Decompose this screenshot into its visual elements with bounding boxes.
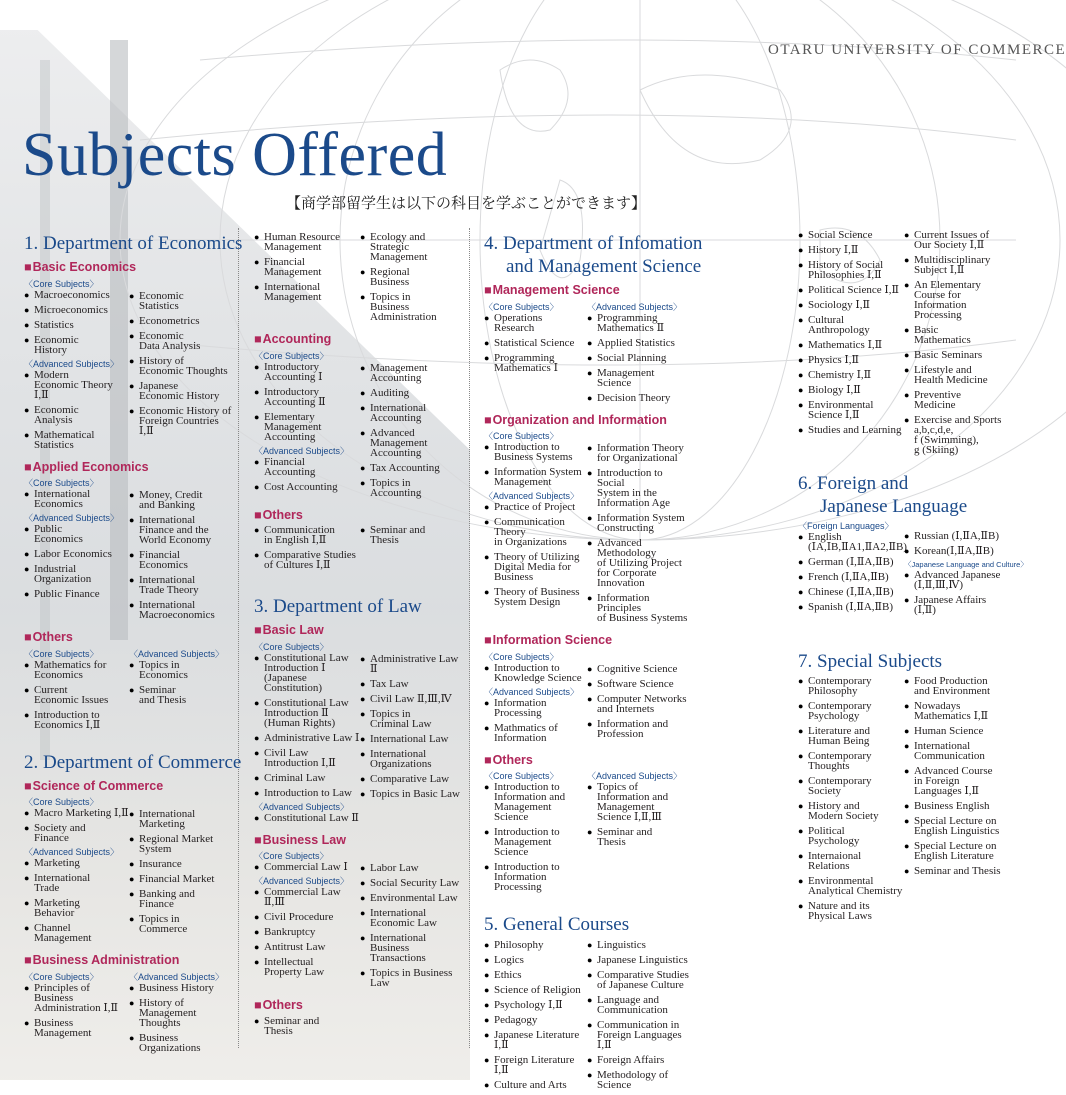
subject-item: ● Applied Statistics [587, 338, 690, 348]
subject-list [360, 525, 466, 545]
subject-item: ● Culture and Arts [484, 1080, 587, 1090]
subject-item: ● Seminar and Thesis [129, 685, 234, 705]
subject-item: ● Japanese Linguistics [587, 955, 690, 965]
subject-list [484, 502, 587, 607]
subject-item: ● Insurance [129, 859, 234, 869]
core-subjects-tag: 〈Core Subjects〉 [254, 851, 329, 861]
subject-list [360, 863, 466, 988]
subject-list [798, 676, 904, 921]
subject-item: ● Comparative Studies of Cultures Ⅰ,Ⅱ [254, 550, 360, 570]
subject-item: ● International Economics [24, 489, 129, 509]
subject-list [254, 887, 360, 977]
subject-item: ● International Economic Law [360, 908, 466, 928]
subject-list [254, 653, 360, 798]
subject-item: ● Business English [904, 801, 1010, 811]
subject-item: ● Theory of Utilizing Digital Media for Business [484, 552, 587, 582]
subject-item: ● Japanese Affairs (Ⅰ,Ⅱ) [904, 595, 1010, 615]
subject-item: ● Software Science [587, 679, 690, 689]
subject-item: ● Foreign Literature Ⅰ,Ⅱ [484, 1055, 587, 1075]
subject-item: ● International Marketing [129, 809, 234, 829]
subject-list [587, 443, 690, 623]
subject-item: ● Chinese (Ⅰ,ⅡA,ⅡB) [798, 587, 904, 597]
subject-item: ● Economic History of Foreign Countries Ⅰ,Ⅱ [129, 406, 234, 436]
subject-item: ● Topics in Criminal Law [360, 709, 466, 729]
subject-item: ● Decision Theory [587, 393, 690, 403]
subject-list [24, 983, 129, 1038]
subject-item: ● Financial Economics [129, 550, 234, 570]
subject-item: ● Constitutional Law Introduction Ⅱ (Human Rights) [254, 698, 360, 728]
subject-item: ● Information Principles of Business Systems [587, 593, 690, 623]
subject-item: ● Information System Constructing [587, 513, 690, 533]
foreign-languages-tag: 〈Foreign Languages〉 [798, 521, 894, 531]
subject-item: ● Business Organizations [129, 1033, 234, 1053]
subject-list [360, 232, 466, 322]
subject-item: ● Seminar and Thesis [904, 866, 1010, 876]
subject-item: ● Cultural Anthropology [798, 315, 904, 335]
subject-list [254, 232, 360, 302]
section-economics-others: ■ Others [24, 631, 234, 644]
section-management-science: ■ Management Science [484, 284, 690, 297]
subject-item: ● Logics [484, 955, 587, 965]
subject-item: ● Tax Accounting [360, 463, 466, 473]
subject-item: ● Science of Religion [484, 985, 587, 995]
subject-item: ● Contemporary Society [798, 776, 904, 796]
subject-list [484, 940, 587, 1090]
subject-item: ● International Management [254, 282, 360, 302]
core-subjects-tag: 〈Core Subjects〉 [484, 651, 559, 662]
subject-list [254, 362, 360, 442]
subject-item: ● Comparative Law [360, 774, 466, 784]
subject-item: ● Topics in Commerce [129, 914, 234, 934]
section-business-law: ■ Business Law [254, 834, 466, 847]
subject-list [129, 660, 234, 705]
subject-item: ● Business History [129, 983, 234, 993]
subject-item: ● Nature and its Physical Laws [798, 901, 904, 921]
subject-item: ● Modern Economic Theory Ⅰ,Ⅱ [24, 370, 129, 400]
subject-list [587, 313, 690, 403]
subject-item: ● Operations Research [484, 313, 587, 333]
subject-item: ● Foreign Affairs [587, 1055, 690, 1065]
subject-item: ● Philosophy [484, 940, 587, 950]
subject-item: ● Computer Networks and Internets [587, 694, 690, 714]
section-science-of-commerce: ■ Science of Commerce [24, 780, 234, 793]
dept-commerce-title: 2. Department of Commerce [24, 751, 242, 773]
subject-item: ● Japanese Literature Ⅰ,Ⅱ [484, 1030, 587, 1050]
subject-item: ● Administrative Law Ⅰ [254, 733, 360, 743]
subject-item: ● Principles of Business Administration Ⅰ,Ⅱ [24, 983, 129, 1013]
section-law-others: ■ Others [254, 999, 466, 1012]
subject-item: ● Communication Theory in Organizations [484, 517, 587, 547]
subject-item: ● Spanish (Ⅰ,ⅡA,ⅡB) [798, 602, 904, 612]
column-1 [24, 232, 243, 1058]
subject-item: ● History of Social Philosophies Ⅰ,Ⅱ [798, 260, 904, 280]
subject-item: ● Exercise and Sports a,b,c,d,e, f (Swimming), g (Skiing) [904, 415, 1010, 455]
subject-item: ● French (Ⅰ,ⅡA,ⅡB) [798, 572, 904, 582]
subject-item: ● Topics in Business Law [360, 968, 466, 988]
core-subjects-tag: 〈Core Subjects〉 [484, 431, 559, 441]
column-3 [484, 232, 703, 1095]
subject-item: ● Commercial Law Ⅱ,Ⅲ [254, 887, 360, 907]
subject-item: ● Environmental Analytical Chemistry [798, 876, 904, 896]
subject-list [129, 809, 234, 934]
subject-item: ● Literature and Human Being [798, 726, 904, 746]
subject-item: ● International Finance and the World Economy [129, 515, 234, 545]
subject-item: ● Basic Mathematics [904, 325, 1010, 345]
subject-item: ● Current Economic Issues [24, 685, 129, 705]
subject-item: ● Special Lecture on English Literature [904, 841, 1010, 861]
subject-item: ● Introduction to Economics Ⅰ,Ⅱ [24, 710, 129, 730]
subject-item: ● International Business Transactions [360, 933, 466, 963]
subject-list [484, 442, 587, 487]
subject-item: ● Civil Law Ⅱ,Ⅲ,Ⅳ [360, 694, 466, 704]
advanced-subjects-tag: 〈Advanced Subjects〉 [254, 801, 350, 812]
subject-item: ● Introduction to Management Science [484, 827, 587, 857]
subject-list [129, 983, 234, 1053]
page-title: Subjects Offered [22, 121, 448, 189]
subject-list [587, 940, 690, 1090]
subject-item: ● Labor Economics [24, 549, 129, 559]
advanced-subjects-tag: 〈Advanced Subjects〉 [254, 445, 350, 456]
subject-item: ● Marketing [24, 858, 129, 868]
core-subjects-tag: 〈Core Subjects〉 [484, 771, 559, 781]
subject-item: ● Regional Market System [129, 834, 234, 854]
subject-item: ● International Accounting [360, 403, 466, 423]
subject-list [587, 664, 690, 739]
subject-item: ● History of Management Thoughts [129, 998, 234, 1028]
subject-item: ● Social Science [798, 230, 904, 240]
subject-item: ● Advanced Management Accounting [360, 428, 466, 458]
subject-item: ● Theory of Business System Design [484, 587, 587, 607]
subject-item: ● Studies and Learning [798, 425, 904, 435]
subject-list [24, 290, 129, 355]
dept-information-title: 4. Department of Infomation and Management Science [484, 233, 703, 277]
subject-list [24, 524, 129, 599]
section-basic-law: ■ Basic Law [254, 624, 466, 637]
subject-item: ● Administrative Law Ⅱ [360, 654, 466, 674]
university-name: OTARU UNIVERSITY OF COMMERCE [768, 42, 1066, 58]
subject-list [254, 813, 360, 823]
advanced-subjects-tag: 〈Advanced Subjects〉 [129, 648, 225, 659]
subject-item: ● Programming Mathematics Ⅱ [587, 313, 690, 333]
subject-list [129, 490, 234, 620]
subject-item: ● Preventive Medicine [904, 390, 1010, 410]
subject-item: ● Russian (Ⅰ,ⅡA,ⅡB) [904, 531, 1010, 541]
column-divider [238, 228, 239, 1048]
subject-item: ● International Organizations [360, 749, 466, 769]
subject-item: ● Current Issues of Our Society Ⅰ,Ⅱ [904, 230, 1010, 250]
japanese-language-tag: 〈Japanese Language and Culture〉 [904, 560, 1028, 569]
subject-item: ● Information Processing [484, 698, 587, 718]
subject-item: ● Public Economics [24, 524, 129, 544]
subject-item: ● Cost Accounting [254, 482, 360, 492]
section-basic-economics: ■ Basic Economics [24, 261, 234, 274]
subject-item: ● Macroeconomics [24, 290, 129, 300]
dept-economics-title: 1. Department of Economics [24, 233, 243, 254]
subject-item: ● Seminar and Thesis [254, 1016, 466, 1036]
subject-item: ● Seminar and Thesis [360, 525, 466, 545]
subject-item: ● Statistical Science [484, 338, 587, 348]
subject-item: ● Constitutional Law Introduction Ⅰ (Japanese Constitution) [254, 653, 360, 693]
subject-list [904, 570, 1010, 615]
subject-item: ● Management Science [587, 368, 690, 388]
subject-item: ● Society and Finance [24, 823, 129, 843]
subject-item: ● Economic Analysis [24, 405, 129, 425]
subject-list [24, 370, 129, 450]
subject-item: ● Ecology and Strategic Management [360, 232, 466, 262]
advanced-subjects-tag: 〈Advanced Subjects〉 [587, 771, 683, 781]
subject-item: ● Topics in Business Administration [360, 292, 466, 322]
subject-item: ● Environmental Law [360, 893, 466, 903]
subject-item: ● Criminal Law [254, 773, 360, 783]
subject-list [904, 531, 1010, 556]
subject-item: ● Introductory Accounting Ⅱ [254, 387, 360, 407]
subject-item: ● International Law [360, 734, 466, 744]
subject-item: ● Mathematics Ⅰ,Ⅱ [798, 340, 904, 350]
advanced-subjects-tag: 〈Advanced Subjects〉 [484, 491, 580, 501]
subject-list [360, 363, 466, 498]
advanced-subjects-tag: 〈Advanced Subjects〉 [254, 876, 350, 886]
subject-item: ● Mathematics for Economics [24, 660, 129, 680]
column-divider [469, 228, 470, 1048]
subject-item: ● Communication in Foreign Languages Ⅰ,Ⅱ [587, 1020, 690, 1050]
subject-item: ● Topics in Accounting [360, 478, 466, 498]
subject-item: ● Regional Business [360, 267, 466, 287]
subject-item: ● Auditing [360, 388, 466, 398]
subject-list [254, 457, 360, 492]
subject-item: ● Japanese Economic History [129, 381, 234, 401]
subject-item: ● An Elementary Course for Information Processing [904, 280, 1010, 320]
subject-item: ● Methodology of Science [587, 1070, 690, 1090]
foreign-language-title: 6. Foreign and Japanese Language [798, 473, 968, 517]
subject-item: ● Contemporary Psychology [798, 701, 904, 721]
advanced-subjects-tag: 〈Advanced Subjects〉 [24, 847, 120, 857]
section-accounting: ■ Accounting [254, 333, 466, 346]
subject-item: ● Econometrics [129, 316, 234, 326]
subject-item: ● Lifestyle and Health Medicine [904, 365, 1010, 385]
core-subjects-tag: 〈Core Subjects〉 [24, 478, 99, 488]
advanced-subjects-tag: 〈Advanced Subjects〉 [24, 513, 120, 523]
subject-item: ● Sociology Ⅰ,Ⅱ [798, 300, 904, 310]
subject-item: ● Economic History [24, 335, 129, 355]
subject-item: ● Programming Mathematics Ⅰ [484, 353, 587, 373]
core-subjects-tag: 〈Core Subjects〉 [484, 301, 559, 312]
subject-list [254, 525, 360, 570]
subject-list [24, 858, 129, 943]
subject-item: ● Mathmatics of Information [484, 723, 587, 743]
section-organization-and-information: ■ Organization and Information [484, 414, 690, 427]
subject-item: ● International Trade [24, 873, 129, 893]
subject-item: ● Information Theory for Organizational [587, 443, 690, 463]
subject-item: ● Food Production and Environment [904, 676, 1010, 696]
subject-item: ● Elementary Management Accounting [254, 412, 360, 442]
subject-item: ● Money, Credit and Banking [129, 490, 234, 510]
subject-item: ● Basic Seminars [904, 350, 1010, 360]
subject-item: ● International Communication [904, 741, 1010, 761]
subject-list [24, 660, 129, 730]
subject-item: ● History Ⅰ,Ⅱ [798, 245, 904, 255]
subject-item: ● Social Security Law [360, 878, 466, 888]
subject-item: ● Mathematical Statistics [24, 430, 129, 450]
subject-item: ● Channel Management [24, 923, 129, 943]
subject-item: ● Contemporary Philosophy [798, 676, 904, 696]
subject-item: ● Management Accounting [360, 363, 466, 383]
subject-item: ● Industrial Organization [24, 564, 129, 584]
subject-item: ● Korean(Ⅰ,ⅡA,ⅡB) [904, 546, 1010, 556]
subject-item: ● Business Management [24, 1018, 129, 1038]
subject-list [24, 808, 129, 843]
subject-item: ● Bankruptcy [254, 927, 360, 937]
subject-list [798, 531, 907, 613]
subject-item: ● Statistics [24, 320, 129, 330]
subject-item: ● Intellectual Property Law [254, 957, 360, 977]
subject-item: ● Physics Ⅰ,Ⅱ [798, 355, 904, 365]
special-subjects-title: 7. Special Subjects [798, 650, 943, 672]
subject-item: ● Comparative Studies of Japanese Culture [587, 970, 690, 990]
subject-item: ● Antitrust Law [254, 942, 360, 952]
subject-item: ● Introduction to Business Systems [484, 442, 587, 462]
subject-item: ● Pedagogy [484, 1015, 587, 1025]
subject-item: ● Labor Law [360, 863, 466, 873]
subject-list [484, 313, 587, 373]
subject-item: ● Advanced Course in Foreign Languages Ⅰ,Ⅱ [904, 766, 1010, 796]
subject-item: ● Biology Ⅰ,Ⅱ [798, 385, 904, 395]
column-2 [254, 232, 466, 1041]
subject-item: ● Ethics [484, 970, 587, 980]
subject-item: ● Commercial Law Ⅰ [254, 862, 360, 872]
subject-item: ● History and Modern Society [798, 801, 904, 821]
subject-list [254, 862, 360, 872]
subject-item: ● Introduction to Information Processing [484, 862, 587, 892]
subject-item: ● Microeconomics [24, 305, 129, 315]
subject-list [484, 698, 587, 743]
subject-list [484, 782, 587, 892]
subject-item: ● Economic Data Analysis [129, 331, 234, 351]
subject-list [587, 782, 690, 847]
subject-list [24, 489, 129, 509]
subject-item: ● Human Resource Management [254, 232, 360, 252]
subject-item: ● Multidisciplinary Subject Ⅰ,Ⅱ [904, 255, 1010, 275]
subject-item: ● Psychology Ⅰ,Ⅱ [484, 1000, 587, 1010]
subject-item: ● Cognitive Science [587, 664, 690, 674]
subject-item: ● Tax Law [360, 679, 466, 689]
subject-item: ● Introduction to Knowledge Science [484, 663, 587, 683]
subject-item: ● English (ⅠA,ⅠB,ⅡA1,ⅡA2,ⅡB) [798, 532, 904, 552]
core-subjects-tag: 〈Core Subjects〉 [24, 797, 99, 807]
subject-list [904, 676, 1010, 876]
core-subjects-tag: 〈Core Subjects〉 [254, 641, 329, 652]
subject-item: ● Information System Management [484, 467, 587, 487]
subject-item: ● Financial Market [129, 874, 234, 884]
subject-item: ● Practice of Project [484, 502, 587, 512]
subject-item: ● Language and Communication [587, 995, 690, 1015]
subject-item: ● German (Ⅰ,ⅡA,ⅡB) [798, 557, 904, 567]
subject-item: ● Human Science [904, 726, 1010, 736]
subject-item: ● Seminar and Thesis [587, 827, 690, 847]
subject-item: ● Marketing Behavior [24, 898, 129, 918]
section-business-administration: ■ Business Administration [24, 954, 234, 967]
subject-item: ● Advanced Methodology of Utilizing Project for Corporate Innovation [587, 538, 690, 588]
subject-item: ● Civil Law Introduction Ⅰ,Ⅱ [254, 748, 360, 768]
subject-item: ● Introduction to Information and Management Science [484, 782, 587, 822]
subject-item: ● Introduction to Social System in the Information Age [587, 468, 690, 508]
subject-item: ● Communication in English Ⅰ,Ⅱ [254, 525, 360, 545]
subject-list [254, 1016, 466, 1036]
advanced-subjects-tag: 〈Advanced Subjects〉 [129, 971, 225, 982]
section-applied-economics: ■ Applied Economics [24, 461, 234, 474]
subject-item: ● Introductory Accounting Ⅰ [254, 362, 360, 382]
section-commerce-others: ■ Others [254, 509, 466, 522]
subject-list [798, 230, 904, 435]
subject-item: ● Financial Accounting [254, 457, 360, 477]
core-subjects-tag: 〈Core Subjects〉 [24, 971, 99, 982]
subject-item: ● Special Lecture on English Linguistics [904, 816, 1010, 836]
subject-item: ● Economic Statistics [129, 291, 234, 311]
subject-item: ● Social Planning [587, 353, 690, 363]
subject-item: ● Chemistry Ⅰ,Ⅱ [798, 370, 904, 380]
subject-item: ● Political Science Ⅰ,Ⅱ [798, 285, 904, 295]
subject-item: ● International Macroeconomics [129, 600, 234, 620]
subject-item: ● Advanced Japanese (Ⅰ,Ⅱ,Ⅲ,Ⅳ) [904, 570, 1010, 590]
subject-list [484, 663, 587, 683]
core-subjects-tag: 〈Core Subjects〉 [254, 350, 329, 361]
subject-item: ● Banking and Finance [129, 889, 234, 909]
core-subjects-tag: 〈Core Subjects〉 [24, 648, 99, 659]
subject-item: ● History of Economic Thoughts [129, 356, 234, 376]
subject-list [904, 230, 1010, 455]
advanced-subjects-tag: 〈Advanced Subjects〉 [587, 301, 683, 312]
subject-item: ● Public Finance [24, 589, 129, 599]
subject-item: ● Topics in Economics [129, 660, 234, 680]
subject-item: ● Contemporary Thoughts [798, 751, 904, 771]
subject-item: ● Topics in Basic Law [360, 789, 466, 799]
subject-item: ● Constitutional Law Ⅱ [254, 813, 360, 823]
subject-item: ● Environmental Science Ⅰ,Ⅱ [798, 400, 904, 420]
subject-item: ● Information and Profession [587, 719, 690, 739]
subject-item: ● Nowadays Mathematics Ⅰ,Ⅱ [904, 701, 1010, 721]
subject-item: ● International Trade Theory [129, 575, 234, 595]
subject-item: ● Linguistics [587, 940, 690, 950]
subject-item: ● Introduction to Law [254, 788, 360, 798]
dept-law-title: 3. Department of Law [254, 596, 422, 617]
subject-item: ● Political Psychology [798, 826, 904, 846]
subject-item: ● Internaional Relations [798, 851, 904, 871]
subject-item: ● Civil Procedure [254, 912, 360, 922]
section-information-science: ■ Information Science [484, 634, 690, 647]
column-4 [798, 229, 1028, 926]
general-courses-title: 5. General Courses [484, 914, 630, 935]
page-subtitle: 【商学部留学生は以下の科目を学ぶことができます】 [286, 194, 647, 212]
subject-item: ● Macro Marketing Ⅰ,Ⅱ [24, 808, 129, 818]
subject-item: ● Financial Management [254, 257, 360, 277]
subject-item: ● Topics of Information and Management Science Ⅰ,Ⅱ,Ⅲ [587, 782, 690, 822]
advanced-subjects-tag: 〈Advanced Subjects〉 [24, 358, 120, 369]
advanced-subjects-tag: 〈Advanced Subjects〉 [484, 686, 580, 697]
subject-list [360, 654, 466, 799]
core-subjects-tag: 〈Core Subjects〉 [24, 278, 99, 289]
section-information-others: ■ Others [484, 754, 690, 767]
subject-list [129, 291, 234, 436]
